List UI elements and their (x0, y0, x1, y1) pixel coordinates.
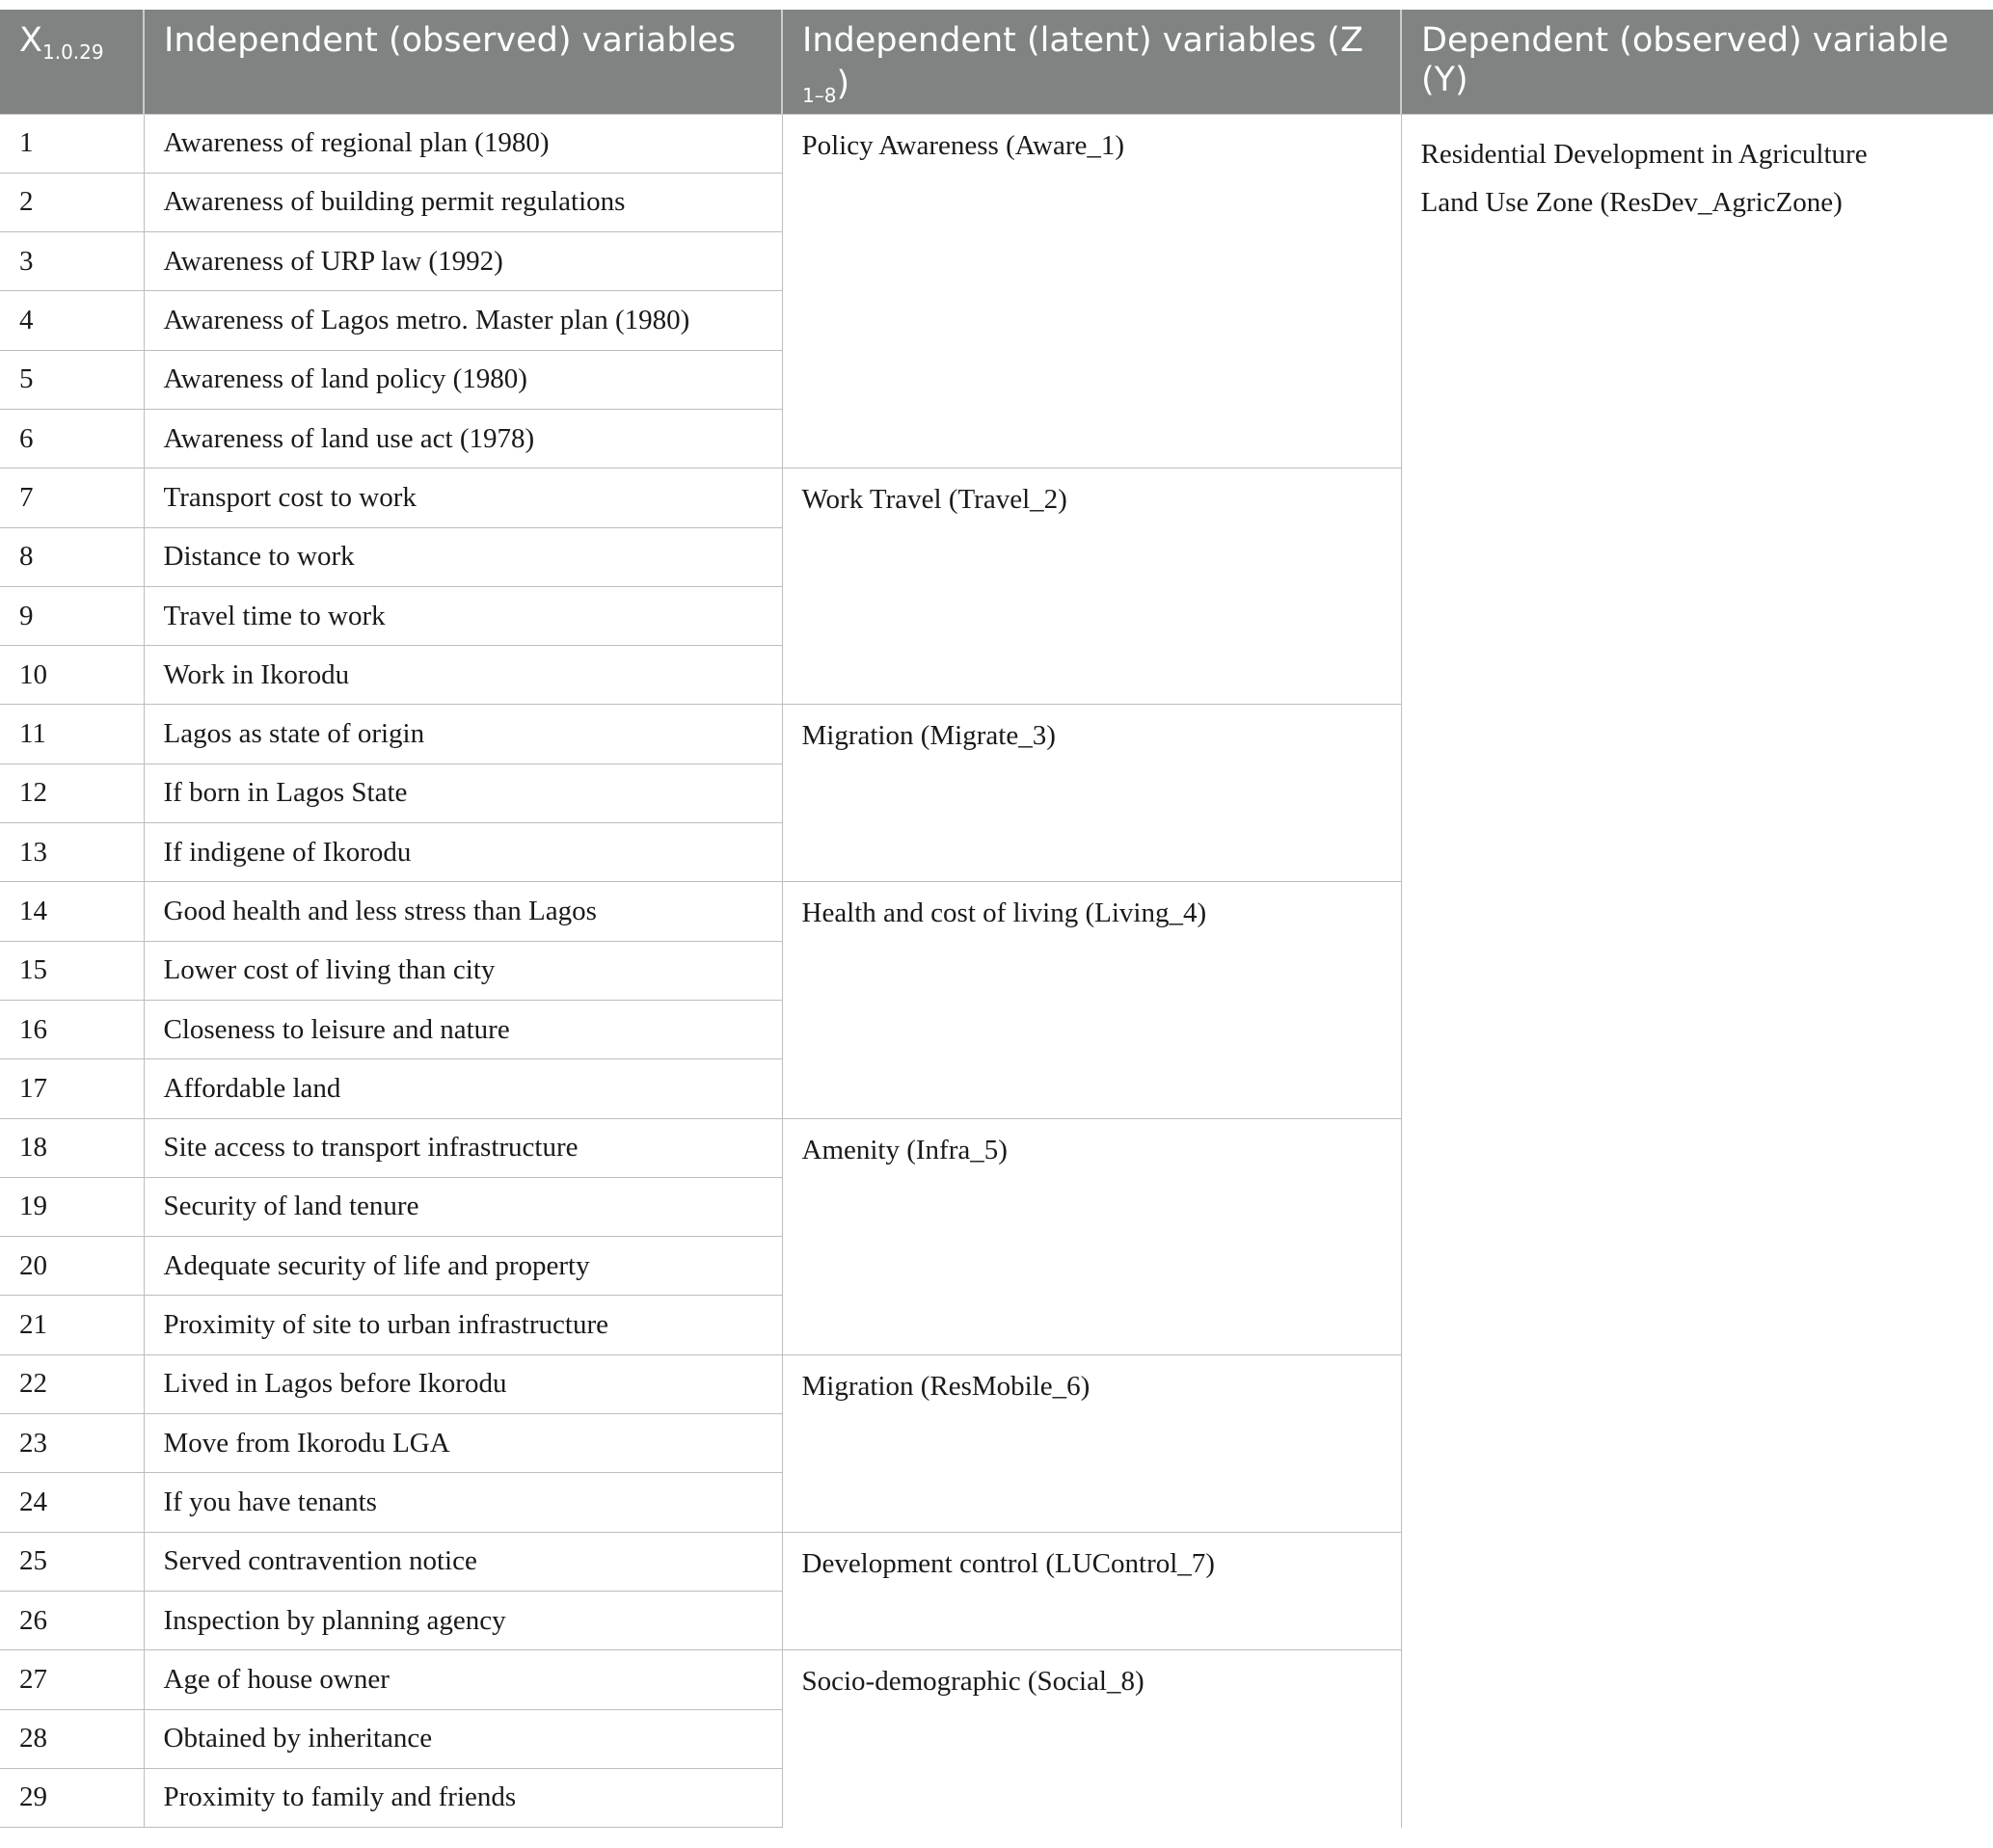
table-header (0, 10, 1993, 114)
observed-variable: Lower cost of living than city (144, 941, 782, 1000)
row-number: 9 (0, 586, 144, 645)
observed-variable: Awareness of URP law (1992) (144, 232, 782, 291)
row-number: 28 (0, 1709, 144, 1768)
header-dependent (1401, 10, 1993, 114)
row-number: 17 (0, 1059, 144, 1118)
observed-variable: Good health and less stress than Lagos (144, 882, 782, 941)
row-number: 3 (0, 232, 144, 291)
row-number: 15 (0, 941, 144, 1000)
row-number: 1 (0, 114, 144, 173)
row-number: 24 (0, 1473, 144, 1532)
observed-variable: Transport cost to work (144, 469, 782, 527)
header-latent-label: Independent (latent) variables (Z (802, 21, 1363, 60)
latent-group: Policy Awareness (Aware_1) (782, 114, 1401, 469)
observed-variable: Awareness of land policy (1980) (144, 350, 782, 409)
row-number: 6 (0, 409, 144, 468)
table-body (0, 114, 1993, 1828)
row-number: 16 (0, 1000, 144, 1058)
row-number: 2 (0, 173, 144, 231)
row-number: 8 (0, 527, 144, 586)
observed-variable: Site access to transport infrastructure (144, 1118, 782, 1177)
observed-variable: Affordable land (144, 1059, 782, 1118)
observed-variable: Move from Ikorodu LGA (144, 1414, 782, 1473)
header-index-sub: 1.0.29 (41, 40, 104, 64)
row-number: 10 (0, 646, 144, 705)
header-row (0, 10, 1993, 114)
dependent-line-2: Land Use Zone (ResDev_AgricZone) (1420, 186, 1843, 218)
latent-group: Work Travel (Travel_2) (782, 469, 1401, 705)
observed-variable: Travel time to work (144, 586, 782, 645)
observed-variable: Proximity of site to urban infrastructure (144, 1296, 782, 1354)
header-index (0, 10, 144, 114)
row-number: 14 (0, 882, 144, 941)
row-number: 27 (0, 1650, 144, 1709)
row-number: 7 (0, 469, 144, 527)
row-number: 26 (0, 1591, 144, 1649)
observed-variable: Proximity to family and friends (144, 1768, 782, 1827)
row-number: 5 (0, 350, 144, 409)
row-number: 25 (0, 1532, 144, 1591)
latent-group: Migration (Migrate_3) (782, 705, 1401, 882)
observed-variable: Awareness of land use act (1978) (144, 409, 782, 468)
observed-variable: Awareness of building permit regulations (144, 173, 782, 231)
row-number: 23 (0, 1414, 144, 1473)
header-dependent-label: Dependent (observed) variable (Y) (1421, 21, 1950, 99)
observed-variable: Inspection by planning agency (144, 1591, 782, 1649)
observed-variable: Age of house owner (144, 1650, 782, 1709)
observed-variable: Awareness of Lagos metro. Master plan (1980) (144, 291, 782, 350)
observed-variable: If you have tenants (144, 1473, 782, 1532)
row-number: 18 (0, 1118, 144, 1177)
row-number: 4 (0, 291, 144, 350)
header-latent (782, 10, 1401, 114)
dependent-line-1: Residential Development in Agriculture (1420, 138, 1868, 170)
latent-group: Amenity (Infra_5) (782, 1118, 1401, 1354)
latent-group: Health and cost of living (Living_4) (782, 882, 1401, 1118)
variables-table (0, 10, 1993, 1828)
observed-variable: Lagos as state of origin (144, 705, 782, 763)
observed-variable: Obtained by inheritance (144, 1709, 782, 1768)
header-observed-label: Independent (observed) variables (164, 21, 737, 60)
table-row (0, 114, 1993, 173)
row-number: 21 (0, 1296, 144, 1354)
row-number: 29 (0, 1768, 144, 1827)
latent-group: Migration (ResMobile_6) (782, 1354, 1401, 1532)
observed-variable: Lived in Lagos before Ikorodu (144, 1354, 782, 1413)
row-number: 11 (0, 705, 144, 763)
row-number: 12 (0, 763, 144, 822)
observed-variable: If indigene of Ikorodu (144, 823, 782, 882)
header-latent-end: ) (836, 65, 850, 103)
observed-variable: Distance to work (144, 527, 782, 586)
observed-variable: Security of land tenure (144, 1177, 782, 1236)
observed-variable: Work in Ikorodu (144, 646, 782, 705)
header-latent-sub: 1–8 (802, 84, 837, 107)
observed-variable: Awareness of regional plan (1980) (144, 114, 782, 173)
observed-variable: Served contravention notice (144, 1532, 782, 1591)
row-number: 19 (0, 1177, 144, 1236)
observed-variable: If born in Lagos State (144, 763, 782, 822)
observed-variable: Closeness to leisure and nature (144, 1000, 782, 1058)
observed-variable: Adequate security of life and property (144, 1237, 782, 1296)
row-number: 20 (0, 1237, 144, 1296)
dependent-variable (1401, 114, 1993, 1828)
row-number: 22 (0, 1354, 144, 1413)
row-number: 13 (0, 823, 144, 882)
latent-group: Development control (LUControl_7) (782, 1532, 1401, 1650)
header-observed (144, 10, 782, 114)
latent-group: Socio-demographic (Social_8) (782, 1650, 1401, 1828)
header-index-main: X (19, 21, 42, 60)
